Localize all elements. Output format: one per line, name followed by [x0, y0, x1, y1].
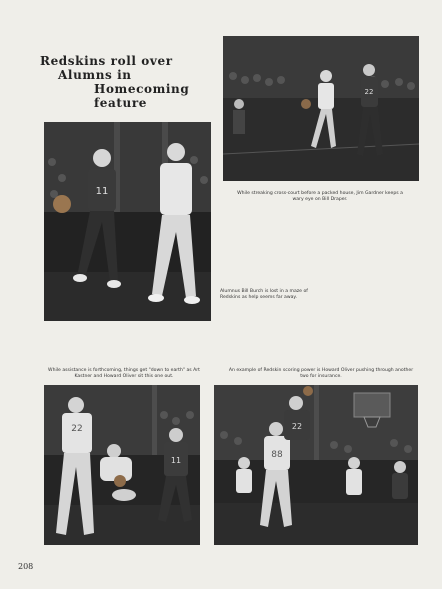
photo-down-to-earth — [44, 385, 200, 545]
caption-middle-right: Alumnus Bill Burch is lost in a maze of Redskins as help seems far away. — [220, 289, 308, 300]
photo-scoring-power — [214, 385, 418, 545]
svg-text:22: 22 — [364, 88, 374, 96]
photo-dribble — [44, 122, 211, 321]
svg-text:88: 88 — [271, 450, 283, 460]
photo-cross-court — [223, 36, 419, 181]
caption-bottom-left: While assistance is forthcoming, things get "down to earth" as Art Kastner and Howard Oliver sit this one out. — [48, 368, 200, 379]
page-headline — [28, 54, 228, 110]
caption-bottom-right: An example of Redskin scoring power is Howard Oliver pushing through another two for insurance. — [228, 368, 414, 379]
headline-line-3: Homecoming feature — [94, 82, 190, 110]
svg-text:22: 22 — [71, 424, 83, 434]
headline-line-2: Alumns in — [58, 68, 132, 82]
svg-text:11: 11 — [170, 456, 182, 465]
page-number: 208 — [18, 562, 34, 571]
svg-text:22: 22 — [291, 422, 303, 431]
caption-top-right: While streaking cross-court before a packed house, Jim Gardner keeps a wary eye on Bill Draper. — [237, 191, 403, 202]
svg-text:11: 11 — [95, 186, 109, 197]
headline-line-1: Redskins roll over — [40, 54, 173, 68]
